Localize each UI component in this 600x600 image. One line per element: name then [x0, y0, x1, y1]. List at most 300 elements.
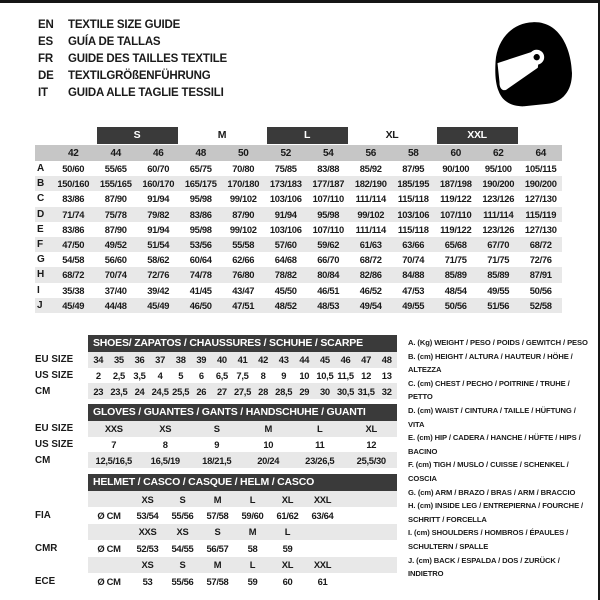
value-cell: 10 — [263, 439, 274, 451]
size-group-l: L — [267, 127, 348, 144]
size-header-row — [35, 145, 562, 161]
value-cell: 5 — [178, 370, 184, 382]
value-cell: 29 — [299, 385, 310, 397]
language-list — [38, 16, 227, 101]
value-cell: 87/90 — [104, 193, 127, 205]
value-cell: 173/183 — [269, 178, 302, 190]
value-cell: 49/55 — [487, 284, 510, 296]
row-values — [88, 437, 397, 453]
value-cell: 84/88 — [402, 269, 425, 281]
value-cell: 47/51 — [232, 299, 255, 311]
size-header-cell: 60 — [450, 147, 462, 159]
value-cell: 54/58 — [62, 254, 85, 266]
value-cell: 71/74 — [62, 208, 85, 220]
value-cell: 187/198 — [439, 178, 472, 190]
row-label: D — [37, 208, 44, 220]
measurement-row-j — [35, 298, 562, 313]
value-cell: 150/160 — [57, 178, 90, 190]
value-cell: 2 — [95, 370, 101, 382]
value-cell: 123/126 — [482, 193, 515, 205]
language-title: GUIDA ALLE TAGLIE TESSILI — [68, 86, 224, 99]
value-cell: 6 — [198, 370, 204, 382]
value-cell: 155/165 — [99, 178, 132, 190]
language-row — [38, 84, 227, 101]
value-cell: 95/98 — [317, 208, 340, 220]
value-cell: 83/86 — [62, 223, 85, 235]
value-cell: 165/175 — [184, 178, 217, 190]
value-cell: 40 — [216, 354, 227, 366]
legend-item: G. (cm) ARM / BRAZO / BRAS / ARM / BRACCIO — [408, 487, 576, 497]
shoes-row — [35, 383, 397, 399]
value-cell: 37 — [155, 354, 165, 366]
diameter-cell: Ø CM — [97, 542, 121, 554]
size-header-cell: 50 — [237, 147, 249, 159]
value-cell: 39 — [196, 354, 207, 366]
value-cell: 45 — [319, 354, 330, 366]
diameter-cell: Ø CM — [97, 510, 121, 522]
value-cell: L — [317, 423, 323, 435]
value-cell: 66/70 — [317, 254, 340, 266]
value-cell: 10,5 — [316, 370, 334, 382]
row-values — [88, 421, 397, 437]
size-cell: L — [284, 526, 291, 538]
value-cell: 46/52 — [359, 284, 382, 296]
value-cell: 51/56 — [487, 299, 510, 311]
size-header-cell: 58 — [407, 147, 419, 159]
legend-item: E. (cm) HIP / CADERA / HANCHE / HÜFTE / HIPS / BACINO — [408, 433, 581, 456]
value-cell: 23 — [93, 385, 104, 397]
value-cell: 103/106 — [269, 223, 302, 235]
value-cell: 43 — [278, 354, 289, 366]
value-cell: 2,5 — [112, 370, 125, 382]
size-group-xxl: XXL — [437, 127, 518, 144]
size-header-cell: 62 — [492, 147, 504, 159]
value-cell: 18/21,5 — [202, 454, 232, 466]
main-size-table — [35, 127, 562, 313]
value-cell: 127/130 — [524, 223, 557, 235]
language-title: GUIDE DES TAILLES TEXTILE — [68, 52, 227, 65]
language-code: FR — [38, 52, 53, 65]
value-cell: 82/86 — [359, 269, 382, 281]
value-cell: 75/85 — [274, 163, 297, 175]
value-cell: 57/58 — [206, 575, 229, 587]
size-group-xl: XL — [385, 129, 399, 141]
value-cell: 53/54 — [136, 510, 159, 522]
value-cell: 111/114 — [355, 223, 386, 235]
legend-item: C. (cm) CHEST / PECHO / POITRINE / TRUHE / PETTO — [408, 378, 570, 402]
value-cell: 28 — [258, 385, 268, 397]
value-cell: 74/78 — [189, 269, 212, 281]
helmet-table-title: HELMET / CASCO / CASQUE / HELM / CASCO — [88, 474, 397, 491]
value-cell: 170/180 — [227, 178, 260, 190]
value-cell: 48 — [381, 354, 392, 366]
value-cell: 39/42 — [147, 284, 170, 296]
value-cell: 83/86 — [189, 208, 212, 220]
value-cell: 11,5 — [337, 370, 354, 382]
row-label: J — [37, 299, 43, 311]
value-cell: 70/80 — [232, 163, 255, 175]
legend-item: D. (cm) WAIST / CINTURA / TAILLE / HÜFTUNG / VITA — [408, 405, 576, 429]
row-label — [35, 491, 88, 507]
value-cell: 76/80 — [232, 269, 255, 281]
row-values — [88, 557, 397, 573]
value-cell: 55/65 — [104, 163, 127, 175]
value-cell: 190/200 — [524, 178, 557, 190]
size-cell: S — [179, 559, 186, 571]
value-cell: 30 — [319, 385, 330, 397]
value-cell: 107/110 — [312, 223, 344, 235]
value-cell: 45/50 — [274, 284, 297, 296]
value-cell: 52/53 — [136, 542, 159, 554]
value-cell: 123/126 — [482, 223, 515, 235]
measurement-row-b — [35, 176, 562, 191]
value-cell: M — [264, 423, 272, 435]
row-label: B — [37, 178, 44, 190]
value-cell: 61/62 — [276, 510, 299, 522]
value-cell: 71/75 — [487, 254, 510, 266]
row-values — [88, 452, 397, 468]
value-cell: 41 — [237, 354, 248, 366]
value-cell: 160/170 — [142, 178, 175, 190]
value-cell: 48/53 — [317, 299, 340, 311]
row-values — [88, 540, 397, 556]
value-cell: 30,5 — [336, 385, 355, 397]
value-cell: XXS — [104, 423, 123, 435]
value-cell: 10 — [299, 370, 310, 382]
helmet-table — [35, 474, 397, 589]
value-cell: 28,5 — [275, 385, 293, 397]
measurement-row-e — [35, 222, 562, 237]
value-cell: 111/114 — [483, 208, 514, 220]
value-cell: 99/102 — [229, 193, 257, 205]
measurement-legend — [408, 336, 592, 581]
value-cell: 80/84 — [317, 269, 340, 281]
value-cell: 182/190 — [354, 178, 387, 190]
value-cell: 26 — [196, 385, 207, 397]
language-title: TEXTILE SIZE GUIDE — [68, 18, 181, 31]
value-cell: 16,5/19 — [150, 454, 180, 466]
language-code: IT — [38, 86, 48, 99]
size-cell: XXL — [313, 559, 332, 571]
size-cell: S — [214, 526, 221, 538]
value-cell: 44/48 — [104, 299, 127, 311]
value-cell: 85/92 — [359, 163, 382, 175]
value-cell: 37/40 — [104, 284, 127, 296]
gloves-row — [35, 452, 397, 468]
value-cell: 55/56 — [171, 575, 194, 587]
value-cell: 55/56 — [171, 510, 194, 522]
value-cell: 31,5 — [357, 385, 375, 397]
value-cell: 127/130 — [524, 193, 557, 205]
value-cell: 25,5/30 — [356, 454, 386, 466]
value-cell: XS — [159, 423, 172, 435]
value-cell: 35/38 — [62, 284, 85, 296]
legend-item: F. (cm) TIGH / MUSLO / CUISSE / SCHENKEL / COSCIA — [408, 460, 569, 483]
value-cell: 45/49 — [147, 299, 170, 311]
value-cell: 99/102 — [357, 208, 385, 220]
value-cell: 11 — [315, 439, 325, 451]
row-values — [88, 524, 397, 540]
value-cell: 91/94 — [147, 223, 170, 235]
value-cell: S — [213, 423, 220, 435]
value-cell: 107/110 — [440, 208, 472, 220]
size-header-cell: 44 — [110, 147, 122, 159]
value-cell: 72/76 — [529, 254, 552, 266]
value-cell: 12 — [366, 439, 377, 451]
value-cell: 56/57 — [206, 542, 229, 554]
size-group-s: S — [97, 127, 178, 144]
value-cell: 49/52 — [104, 239, 127, 251]
value-cell: 63/66 — [402, 239, 425, 251]
value-cell: 119/122 — [440, 223, 472, 235]
value-cell: 50/56 — [529, 284, 552, 296]
value-cell: 67/70 — [487, 239, 510, 251]
size-header-cell: 46 — [152, 147, 164, 159]
row-values — [88, 507, 397, 523]
value-cell: 59 — [282, 542, 293, 554]
measurement-row-g — [35, 252, 562, 267]
value-cell: 24 — [134, 385, 145, 397]
standard-label: ECE — [35, 575, 56, 587]
language-code: ES — [38, 35, 53, 48]
value-cell: 7,5 — [236, 370, 249, 382]
legend-item: I. (cm) SHOULDERS / HOMBROS / ÉPAULES / SCHULTERN / SPALLE — [408, 528, 569, 551]
size-header-cell: 52 — [280, 147, 292, 159]
value-cell: 185/195 — [397, 178, 430, 190]
shoes-row — [35, 352, 397, 368]
value-cell: 23,5 — [110, 385, 128, 397]
measurement-row-c — [35, 191, 562, 206]
value-cell: 70/74 — [402, 254, 425, 266]
value-cell: 115/118 — [397, 223, 429, 235]
value-cell: 87/95 — [402, 163, 425, 175]
standard-label: CMR — [35, 542, 58, 554]
value-cell: 52/58 — [529, 299, 552, 311]
standard-label: FIA — [35, 510, 51, 522]
value-cell: 24,5 — [151, 385, 169, 397]
value-cell: 87/90 — [104, 223, 127, 235]
language-title: TEXTILGRÖßENFÜHRUNG — [68, 69, 211, 82]
value-cell: 91/94 — [274, 208, 297, 220]
row-label: EU SIZE — [35, 423, 74, 435]
value-cell: 6,5 — [215, 370, 228, 382]
helmet-table-rows — [35, 491, 397, 589]
value-cell: 68/72 — [359, 254, 382, 266]
value-cell: XL — [365, 423, 377, 435]
size-cell: XXS — [138, 526, 157, 538]
value-cell: 42 — [258, 354, 268, 366]
language-code: EN — [38, 18, 54, 31]
legend-item: B. (cm) HEIGHT / ALTURA / HAUTEUR / HÖHE / ALTEZZA — [408, 351, 573, 375]
row-values — [88, 383, 397, 399]
value-cell: 103/106 — [269, 193, 302, 205]
row-label: E — [37, 223, 44, 235]
legend-item: J. (cm) BACK / ESPALDA / DOS / ZURÜCK / INDIETRO — [408, 555, 560, 579]
value-cell: 45/49 — [62, 299, 85, 311]
value-cell: 62/66 — [232, 254, 255, 266]
value-cell: 58 — [247, 542, 258, 554]
value-cell: 53 — [142, 575, 153, 587]
value-cell: 61/63 — [359, 239, 382, 251]
size-cell: S — [179, 493, 186, 505]
value-cell: 83/86 — [62, 193, 85, 205]
value-cell: 9 — [281, 370, 287, 382]
value-cell: 60/64 — [189, 254, 212, 266]
value-cell: 91/94 — [147, 193, 170, 205]
row-values — [88, 491, 397, 507]
language-code: DE — [38, 69, 54, 82]
value-cell: 23/26,5 — [305, 454, 335, 466]
value-cell: 63/64 — [311, 510, 334, 522]
value-cell: 79/82 — [147, 208, 170, 220]
measurement-row-a — [35, 161, 562, 176]
row-label: C — [37, 193, 44, 205]
value-cell: 48/52 — [274, 299, 297, 311]
size-cell: M — [213, 559, 222, 571]
value-cell: 43/47 — [232, 284, 255, 296]
value-cell: 115/119 — [525, 208, 557, 220]
value-cell: 8 — [162, 439, 168, 451]
size-header-cell: 42 — [67, 147, 79, 159]
row-values — [88, 573, 397, 589]
measurement-row-i — [35, 283, 562, 298]
value-cell: 59/60 — [241, 510, 264, 522]
row-label: EU SIZE — [35, 354, 74, 366]
value-cell: 12 — [361, 370, 371, 382]
value-cell: 177/187 — [312, 178, 345, 190]
value-cell: 87/91 — [529, 269, 552, 281]
value-cell: 85/89 — [487, 269, 510, 281]
measurement-row-h — [35, 267, 562, 282]
row-label: US SIZE — [35, 439, 74, 451]
value-cell: 55/58 — [232, 239, 255, 251]
row-label: G — [37, 254, 45, 266]
size-group-row — [35, 127, 562, 144]
value-cell: 65/68 — [444, 239, 467, 251]
value-cell: 47/50 — [62, 239, 85, 251]
value-cell: 49/54 — [359, 299, 382, 311]
legend-item: A. (Kg) WEIGHT / PESO / POIDS / GEWITCH / PESO — [408, 338, 588, 347]
value-cell: 103/106 — [397, 208, 430, 220]
value-cell: 25,5 — [172, 385, 190, 397]
value-cell: 35 — [113, 354, 124, 366]
value-cell: 57/58 — [206, 510, 229, 522]
value-cell: 59/62 — [317, 239, 340, 251]
size-cell: XS — [141, 559, 154, 571]
helmet-sizes-row-cmr — [35, 524, 397, 540]
value-cell: 65/75 — [189, 163, 212, 175]
value-cell: 83/88 — [317, 163, 340, 175]
value-cell: 48/54 — [444, 284, 467, 296]
racing-helmet-icon — [488, 16, 576, 110]
row-label: CM — [35, 454, 51, 466]
shoes-row — [35, 368, 397, 384]
diameter-cell: Ø CM — [97, 575, 121, 587]
value-cell: 95/98 — [189, 223, 212, 235]
value-cell: 85/89 — [444, 269, 467, 281]
row-label: F — [37, 239, 43, 251]
gloves-table — [35, 404, 397, 468]
value-cell: 95/98 — [189, 193, 212, 205]
size-cell: XXL — [313, 493, 332, 505]
value-cell: 38 — [175, 354, 186, 366]
value-cell: 68/72 — [529, 239, 552, 251]
size-group-m: M — [217, 129, 227, 141]
row-label: H — [37, 269, 44, 281]
shoes-table-rows — [35, 352, 397, 399]
row-label: A — [37, 163, 44, 175]
value-cell: 190/200 — [482, 178, 515, 190]
value-cell: 13 — [381, 370, 392, 382]
value-cell: 90/100 — [442, 163, 470, 175]
value-cell: 57/60 — [274, 239, 297, 251]
value-cell: 46/51 — [317, 284, 340, 296]
language-title: GUÍA DE TALLAS — [68, 35, 161, 48]
value-cell: 107/110 — [312, 193, 344, 205]
helmet-values-row-ece — [35, 573, 397, 589]
value-cell: 72/76 — [147, 269, 170, 281]
size-cell: M — [213, 493, 222, 505]
gloves-table-title: GLOVES / GUANTES / GANTS / HANDSCHUHE / GUANTI — [88, 404, 397, 421]
value-cell: 34 — [93, 354, 104, 366]
row-label: CM — [35, 385, 51, 397]
value-cell: 7 — [111, 439, 117, 451]
value-cell: 49/55 — [402, 299, 425, 311]
language-row — [38, 33, 227, 50]
value-cell: 27,5 — [233, 385, 252, 397]
row-label — [35, 524, 88, 540]
value-cell: 56/60 — [104, 254, 127, 266]
value-cell: 3,5 — [133, 370, 146, 382]
value-cell: 36 — [134, 354, 145, 366]
value-cell: 95/100 — [484, 163, 512, 175]
value-cell: 60 — [282, 575, 293, 587]
legend-item: H. (cm) INSIDE LEG / ENTREPIERNA / FOURCHE / SCHRITT / FORCELLA — [408, 501, 584, 524]
value-cell: 58/62 — [147, 254, 170, 266]
value-cell: 115/118 — [397, 193, 429, 205]
helmet-values-row-cmr — [35, 540, 397, 556]
row-label — [35, 557, 88, 573]
size-cell: XL — [281, 559, 294, 571]
value-cell: 99/102 — [229, 223, 257, 235]
value-cell: 53/56 — [189, 239, 212, 251]
value-cell: 61 — [317, 575, 328, 587]
language-row — [38, 50, 227, 67]
value-cell: 50/56 — [444, 299, 467, 311]
language-row — [38, 16, 227, 33]
value-cell: 78/82 — [274, 269, 297, 281]
value-cell: 27 — [216, 385, 227, 397]
size-header-cell: 56 — [365, 147, 377, 159]
gloves-table-rows — [35, 421, 397, 468]
value-cell: 20/24 — [257, 454, 280, 466]
row-values — [88, 368, 397, 384]
value-cell: 75/78 — [104, 208, 127, 220]
value-cell: 64/68 — [274, 254, 297, 266]
value-cell: 105/115 — [525, 163, 557, 175]
value-cell: 54/55 — [171, 542, 194, 554]
size-cell: XS — [176, 526, 189, 538]
value-cell: 50/60 — [62, 163, 85, 175]
value-cell: 60/70 — [147, 163, 170, 175]
value-cell: 68/72 — [62, 269, 85, 281]
row-label: I — [37, 284, 40, 296]
value-cell: 44 — [299, 354, 310, 366]
size-header-cell: 48 — [195, 147, 207, 159]
size-cell: L — [249, 493, 256, 505]
helmet-sizes-row-ece — [35, 557, 397, 573]
shoes-table — [35, 335, 397, 399]
